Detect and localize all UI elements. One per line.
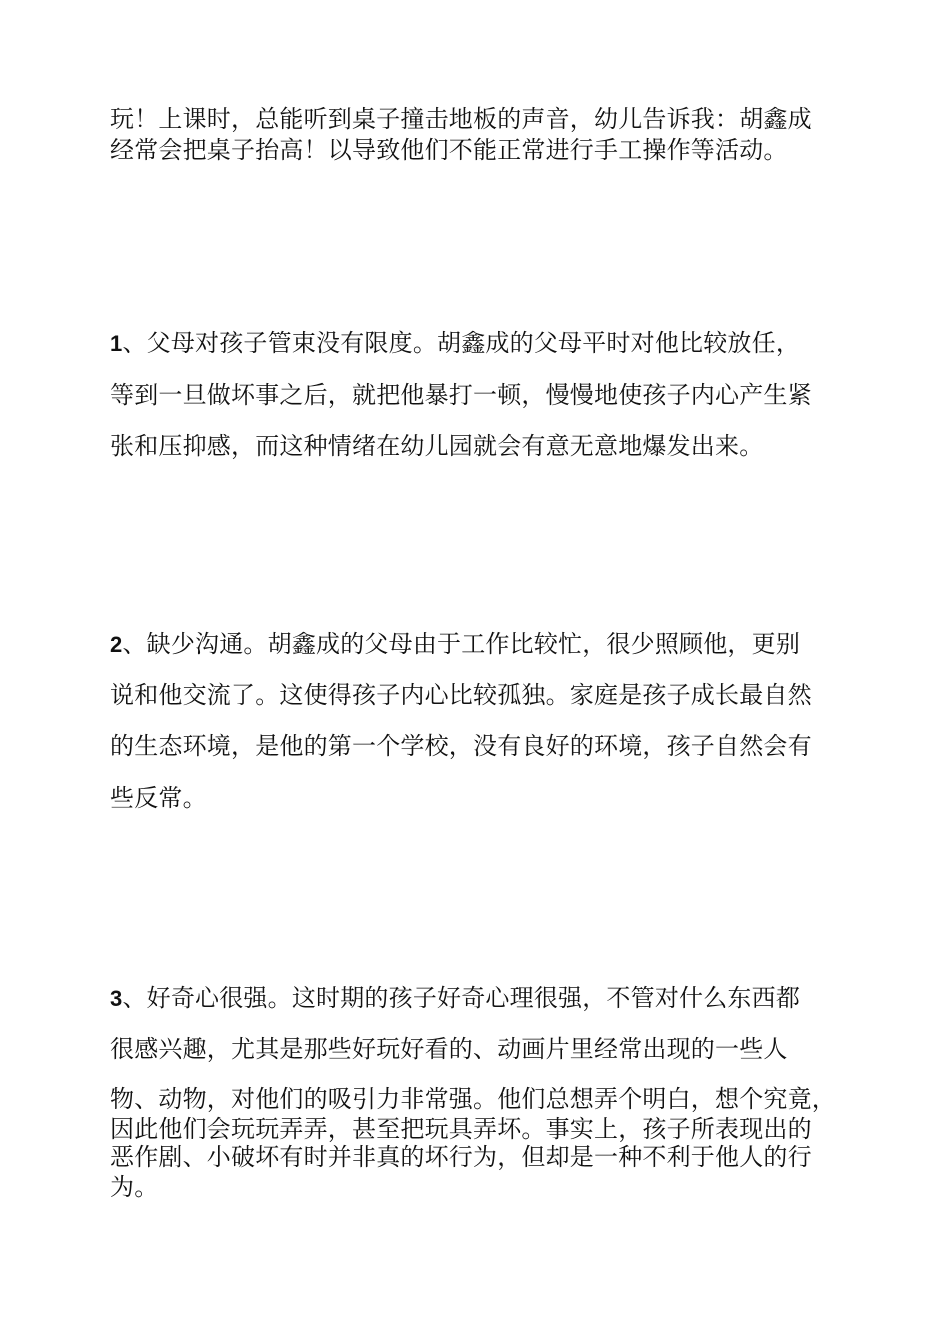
item-3-line-2: 很感兴趣，尤其是那些好玩好看的、动画片里经常出现的一些人 — [110, 1035, 788, 1063]
item-1-line-1 — [110, 328, 870, 359]
item-2-line-3: 的生态环境，是他的第一个学校，没有良好的环境，孩子自然会有 — [110, 732, 812, 760]
intro-line-2: 经常会把桌子抬高！以导致他们不能正常进行手工操作等活动。 — [110, 136, 788, 164]
item-3-line-5: 恶作剧、小破坏有时并非真的坏行为，但却是一种不利于他人的行 — [110, 1143, 812, 1171]
item-3-text: 、好奇心很强。这时期的孩子好奇心理很强，不管对什么东西都 — [122, 984, 801, 1012]
item-2-line-4: 些反常。 — [110, 784, 207, 812]
item-1-text: 、父母对孩子管束没有限度。胡鑫成的父母平时对他比较放任， — [122, 329, 801, 357]
item-2-text: 、缺少沟通。胡鑫成的父母由于工作比较忙，很少照顾他，更别 — [122, 630, 801, 658]
item-2-line-1 — [110, 629, 870, 660]
intro-line-1: 玩！上课时，总能听到桌子撞击地板的声音，幼儿告诉我：胡鑫成 — [110, 105, 812, 133]
item-1-line-2: 等到一旦做坏事之后，就把他暴打一顿，慢慢地使孩子内心产生紧 — [110, 381, 812, 409]
item-3-line-1 — [110, 983, 870, 1014]
item-1-line-3: 张和压抑感，而这种情绪在幼儿园就会有意无意地爆发出来。 — [110, 432, 764, 460]
item-1-number: 1 — [110, 331, 123, 356]
item-3-line-3: 物、动物，对他们的吸引力非常强。他们总想弄个明白，想个究竟， — [110, 1085, 836, 1113]
item-2-line-2: 说和他交流了。这使得孩子内心比较孤独。家庭是孩子成长最自然 — [110, 681, 812, 709]
item-3-number: 3 — [110, 986, 123, 1011]
item-3-line-6: 为。 — [110, 1173, 159, 1201]
item-3-line-4: 因此他们会玩玩弄弄，甚至把玩具弄坏。事实上，孩子所表现出的 — [110, 1115, 812, 1143]
item-2-number: 2 — [110, 632, 123, 657]
